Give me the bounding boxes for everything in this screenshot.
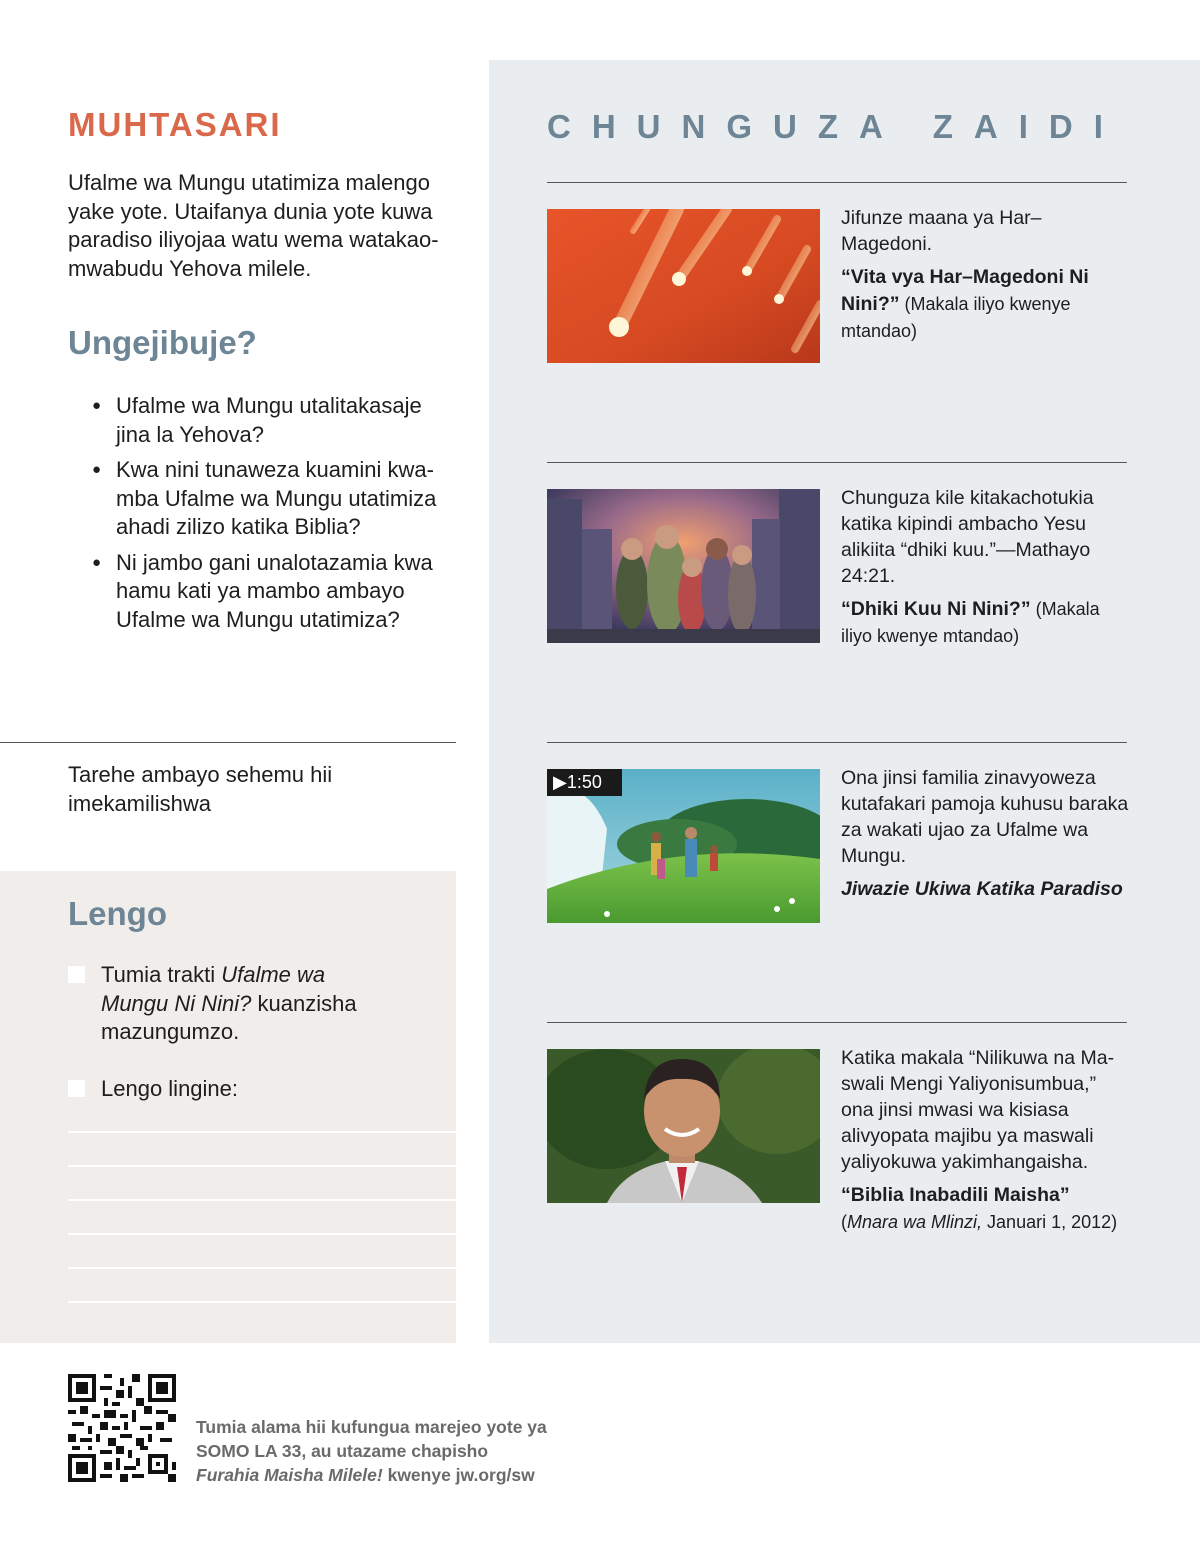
divider	[0, 742, 456, 743]
goal-item-label: Lengo lingine:	[101, 1076, 239, 1101]
explore-item-text	[841, 205, 1131, 352]
write-line[interactable]	[68, 1267, 456, 1269]
man-portrait-image[interactable]	[547, 1049, 820, 1203]
qr-code-icon[interactable]	[68, 1374, 176, 1482]
explore-item-reference[interactable]: “Biblia Inabadili Maisha” (Mnara wa Mlinzi, Januari 1, 2012)	[841, 1184, 1118, 1232]
completion-date-label: Tarehe ambayo sehemu hii imekamilishwa	[68, 762, 333, 816]
write-line[interactable]	[68, 1131, 456, 1133]
explore-item-text	[841, 485, 1131, 657]
write-line[interactable]	[68, 1165, 456, 1167]
meteors-image[interactable]	[547, 209, 820, 363]
goal-checkbox-item[interactable]	[68, 961, 398, 1047]
write-line[interactable]	[68, 1301, 456, 1303]
explore-item-reference[interactable]: Jiwazie Ukiwa Katika Paradiso	[841, 878, 1123, 900]
question-item: ● Ufalme wa Mungu utalitakasaje jina la Yehova?	[92, 392, 462, 449]
explore-item-desc: Ona jinsi familia zinavyoweza kutafakari pamoja kuhusu baraka za wakati ujao za Ufalme wa Mungu.	[841, 767, 1129, 867]
explore-item-text	[841, 765, 1131, 910]
summary-text: Ufalme wa Mungu utatimiza malengo yake yote. Utaifanya dunia yote kuwa paradiso iliyojaa watu wema watakao-mwabudu Yehova milele.	[68, 170, 439, 281]
questions-title: Ungejibuje?	[68, 324, 257, 361]
goal-title: Lengo	[68, 895, 167, 932]
explore-title: CHUNGUZA ZAIDI	[547, 108, 1124, 145]
explore-item-desc: Katika makala “Nilikuwa na Ma-swali Mengi Yaliyonisumbua,” ona jinsi mwasi wa kisiasa alivyopata majibu ya maswali yaliyokuwa yakimhangaisha.	[841, 1047, 1115, 1173]
explore-item-reference[interactable]: “Dhiki Kuu Ni Nini?” (Makala iliyo kwenye mtandao)	[841, 598, 1100, 646]
checkbox-icon[interactable]	[68, 966, 85, 983]
write-line[interactable]	[68, 1233, 456, 1235]
question-item: ● Ni jambo gani unalotazamia kwa hamu kati ya mambo ambayo Ufalme wa Mungu utatimiza?	[92, 549, 462, 635]
video-duration-badge[interactable]	[547, 769, 622, 796]
explore-item-text	[841, 1045, 1131, 1243]
play-icon: ▶	[553, 772, 567, 792]
divider	[547, 462, 1127, 463]
explore-item-desc: Chunguza kile kitakachotukia katika kipindi ambacho Yesu alikiita “dhiki kuu.”—Mathayo 24:21.	[841, 487, 1094, 587]
video-duration: 1:50	[566, 772, 602, 792]
family-disaster-image[interactable]	[547, 489, 820, 643]
goal-checkbox-item[interactable]	[68, 1075, 398, 1104]
write-line[interactable]	[68, 1199, 456, 1201]
divider	[547, 182, 1127, 183]
explore-item-reference[interactable]: “Vita vya Har–Magedoni Ni Nini?” (Makala iliyo kwenye mtandao)	[841, 266, 1089, 341]
divider	[547, 742, 1127, 743]
goal-panel	[0, 871, 456, 1343]
question-item: ● Kwa nini tunaweza kuamini kwa-mba Ufalme wa Mungu utatimiza ahadi zilizo katika Biblia?	[92, 456, 462, 542]
goal-item-label: Tumia trakti Ufalme wa Mungu Ni Nini? kuanzisha mazungumzo.	[101, 962, 357, 1044]
footer-text: Tumia alama hii kufungua marejeo yote ya SOMO LA 33, au utazame chapisho Furahia Maisha Milele! kwenye jw.org/sw	[196, 1417, 547, 1485]
summary-title: MUHTASARI	[68, 106, 282, 143]
explore-item-desc: Jifunze maana ya Har–Magedoni.	[841, 207, 1042, 255]
checkbox-icon[interactable]	[68, 1080, 85, 1097]
questions-list	[92, 392, 462, 641]
divider	[547, 1022, 1127, 1023]
